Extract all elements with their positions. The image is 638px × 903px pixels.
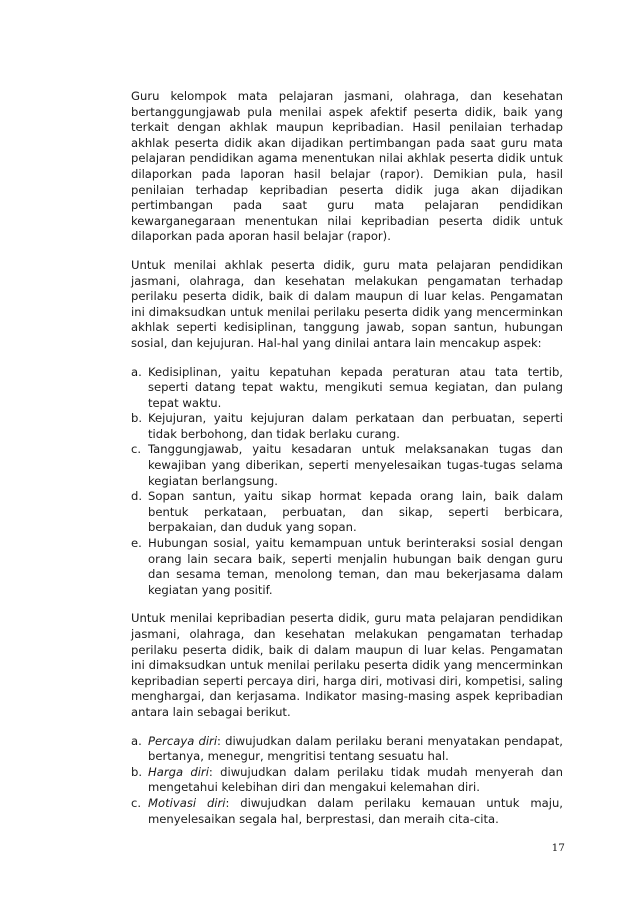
list-item: [131, 411, 563, 442]
list-item-text: : diwujudkan dalam perilaku kemauan untuk maju, menyelesaikan segala hal, berprestasi, dan meraih cita-cita.: [148, 795, 563, 826]
list-item-text: Kedisiplinan, yaitu kepatuhan kepada peraturan atau tata tertib, seperti datang tepat waktu, mengikuti semua kegiatan, dan pulang tepat waktu.: [148, 364, 563, 410]
page-number: 17: [551, 842, 565, 854]
list-item: [131, 734, 563, 765]
list-item-text: Tanggungjawab, yaitu kesadaran untuk melaksanakan tugas dan kewajiban yang diberikan, seperti menyelesaikan tugas-tugas selama kegiatan berlangsung.: [148, 442, 563, 488]
list-marker: b.: [131, 411, 143, 426]
list-item: [131, 765, 563, 796]
list-item-term: Harga diri: [148, 764, 209, 779]
list-marker: e.: [131, 536, 142, 551]
paragraph-akhlak: Untuk menilai akhlak peserta didik, guru mata pelajaran pendidikan jasmani, olahraga, dan kesehatan melakukan pengamatan terhadap perilaku peserta didik, baik di dalam maupun di luar kelas. Pengamatan ini dimaksudkan untuk menilai perilaku peserta didik yang mencerminkan akhlak seperti kedisiplinan, tanggung jawab, sopan santun, hubungan sosial, dan kejujuran. Hal-hal yang dinilai antara lain mencakup aspek:: [131, 257, 563, 350]
list-item-text: Hubungan sosial, yaitu kemampuan untuk berinteraksi sosial dengan orang lain secara baik, seperti menjalin hubungan baik dengan guru dan sesama teman, menolong teman, dan mau bekerjasama dalam kegiatan yang positif.: [148, 536, 563, 597]
list-item-text: : diwujudkan dalam perilaku tidak mudah menyerah dan mengetahui kelebihan diri dan mengakui kelemahan diri.: [148, 764, 563, 795]
akhlak-aspect-list: [131, 365, 563, 599]
list-marker: d.: [131, 489, 143, 504]
list-item: [131, 796, 563, 827]
list-marker: c.: [131, 795, 142, 810]
list-item: [131, 489, 563, 536]
list-item-text: Sopan santun, yaitu sikap hormat kepada orang lain, baik dalam bentuk perkataan, perbuatan, dan sikap, seperti berbicara, berpakaian, dan duduk yang sopan.: [148, 489, 563, 535]
list-item-term: Percaya diri: [148, 733, 218, 748]
list-marker: b.: [131, 764, 143, 779]
page-content: [131, 89, 563, 840]
list-item: [131, 442, 563, 489]
paragraph-kepribadian: Untuk menilai kepribadian peserta didik, guru mata pelajaran pendidikan jasmani, olahraga, dan kesehatan melakukan pengamatan terhadap perilaku peserta didik, baik di dalam maupun di luar kelas. Pengamatan ini dimaksudkan untuk menilai perilaku peserta didik yang mencerminkan kepribadian seperti percaya diri, harga diri, motivasi diri, kompetisi, saling menghargai, dan kerjasama. Indikator masing-masing aspek kepribadian antara lain sebagai berikut.: [131, 611, 563, 719]
kepribadian-indicator-list: [131, 734, 563, 828]
list-marker: c.: [131, 442, 142, 457]
list-item-text: Kejujuran, yaitu kejujuran dalam perkataan dan perbuatan, seperti tidak berbohong, dan tidak berlaku curang.: [148, 411, 563, 441]
list-marker: a.: [131, 364, 142, 379]
list-marker: a.: [131, 733, 142, 748]
list-item-text: : diwujudkan dalam perilaku berani menyatakan pendapat, bertanya, menegur, mengritisi tentang sesuatu hal.: [148, 733, 563, 764]
list-item: [131, 536, 563, 598]
paragraph-assessment-intro: Guru kelompok mata pelajaran jasmani, olahraga, dan kesehatan bertanggungjawab pula menilai aspek afektif peserta didik, baik yang terkait dengan akhlak maupun kepribadian. Hasil penilaian terhadap akhlak peserta didik akan dijadikan pertimbangan pada saat guru mata pelajaran pendidikan agama menentukan nilai akhlak peserta didik untuk dilaporkan pada laporan hasil belajar (rapor). Demikian pula, hasil penilaian terhadap kepribadian peserta didik juga akan dijadikan pertimbangan pada saat guru mata pelajaran pendidikan kewarganegaraan menentukan nilai kepribadian peserta didik untuk dilaporkan pada aporan hasil belajar (rapor).: [131, 89, 563, 244]
list-item: [131, 365, 563, 412]
list-item-term: Motivasi diri: [148, 795, 226, 810]
